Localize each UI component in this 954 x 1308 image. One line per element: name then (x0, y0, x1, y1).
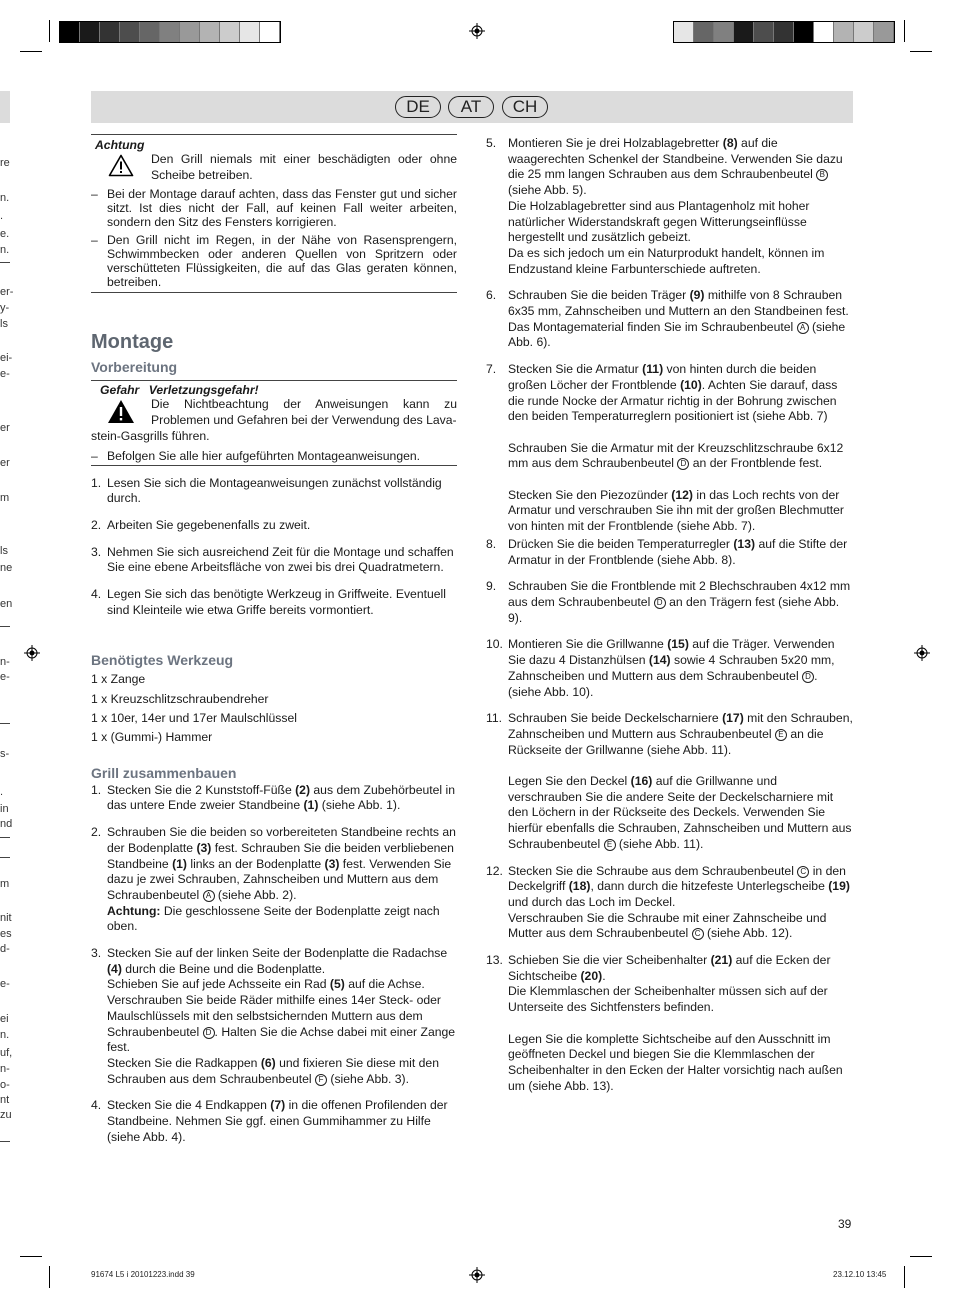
assembly-steps-right (486, 136, 854, 1094)
edge-fragment: en (0, 598, 13, 610)
edge-fragment: m (0, 878, 10, 890)
gefahr-label: Gefahr (100, 383, 140, 398)
edge-fragment: er (0, 457, 10, 469)
color-swatch (874, 22, 894, 42)
edge-fragment: e- (0, 368, 10, 380)
list-item: 7. Stecken Sie die Armatur (11) von hinten durch die beiden großen Löcher der Frontblende (10). Achten Sie darauf, dass die runde Nocke der Armatur richtig in der Bohrung zwischen den beiden Temperaturreglern positioniert ist (siehe Abb. 7) Schrauben Sie die Armatur mit der Kreuzschlitzschraube 6x12 mm aus dem Schraubenbeutel D an der Frontblende fest. Stecken Sie den Piezozünder (12) in das Loch rechts von der Armatur und verschrauben Sie ihn mit der großen Blechmutter von hinten mit der Frontblende (siehe Abb. 7). (486, 362, 844, 534)
color-swatch (180, 22, 200, 42)
edge-fragment: n- (0, 656, 10, 668)
color-swatch (140, 22, 160, 42)
color-calibration-strip-right (673, 21, 895, 43)
color-swatch (674, 22, 694, 42)
edge-fragment: nd (0, 818, 13, 830)
subsection-zusammenbauen: Grill zusammenbauen (91, 764, 237, 781)
color-swatch (220, 22, 240, 42)
subsection-vorbereitung: Vorbereitung (91, 359, 178, 376)
edge-fragment: ei (0, 1013, 9, 1025)
color-swatch (834, 22, 854, 42)
right-column (486, 136, 854, 1094)
assembly-steps-left (91, 783, 457, 1146)
gefahr-box (91, 397, 457, 428)
edge-fragment: nit (0, 912, 12, 924)
crop-mark (20, 51, 42, 52)
achtung-box (91, 152, 457, 183)
divider (91, 292, 457, 293)
crop-mark (904, 20, 905, 42)
list-item: 8. Drücken Sie die beiden Temperaturregler (13) auf die Stifte der Armatur in der Frontblende (siehe Abb. 8). (486, 536, 848, 567)
divider (91, 134, 457, 135)
crop-mark (910, 1256, 932, 1257)
color-swatch (714, 22, 734, 42)
crop-mark (904, 1266, 905, 1288)
edge-divider (0, 1141, 10, 1142)
color-swatch (160, 22, 180, 42)
list-item: 1 x Kreuzschlitzschraubendreher (91, 691, 269, 706)
vorbereitung-steps (91, 476, 457, 619)
gefahr-text-cont: stein-Gasgrills führen. (91, 428, 210, 443)
list-item: 1 x 10er, 14er und 17er Maulschlüssel (91, 710, 297, 725)
edge-fragment: nt (0, 1094, 10, 1106)
edge-fragment: . (0, 210, 4, 222)
color-swatch (260, 22, 280, 42)
list-item: 1 x (Gummi-) Hammer (91, 730, 213, 745)
edge-fragment: ei- (0, 352, 13, 364)
list-item: 1 x Zange (91, 672, 146, 687)
achtung-text: Den Grill niemals mit einer beschädigten oder ohne Scheibe betreiben. (151, 152, 457, 182)
list-item: 6. Schrauben Sie die beiden Träger (9) mithilfe von 8 Schrauben 6x35 mm, Zahnscheiben und Muttern an den Standbeinen fest. Das Montagematerial finden Sie im Schraubenbeutel A (siehe Abb. 6). (486, 288, 849, 350)
divider (91, 465, 457, 466)
list-item: 13. Schieben Sie die vier Scheibenhalter (21) auf die Ecken der Sichtscheibe (20). Die Klemmlaschen der Scheibenhalter müssen sich auf der Unterseite des Sichtfensters befinden. Legen Sie die komplette Sichtscheibe auf den Ausschnitt im geöffneten Deckel und biegen Sie die Klemmlaschen der Scheibenhalter in den Ecken der Halter vorsichtig nach außen um (siehe Abb. 13). (486, 953, 843, 1093)
list-item: 9. Schrauben Sie die Frontblende mit 2 Blechschrauben 4x12 mm aus dem Schraubenbeutel D an den Trägern fest (siehe Abb. 9). (486, 579, 851, 625)
edge-fragment: s- (0, 748, 10, 760)
color-swatch (240, 22, 260, 42)
achtung-bullet: – Bei der Montage darauf achten, dass das Fenster gut und sicher sitzt. Ist dies nicht der Fall, auf keinen Fall weiter arbeiten, sondern den Sitz des Fensters korrigieren. (91, 187, 457, 230)
color-calibration-strip-left (59, 21, 281, 43)
edge-divider (0, 723, 10, 724)
crop-mark (49, 20, 50, 42)
color-swatch (814, 22, 834, 42)
edge-fragment: e- (0, 671, 10, 683)
color-swatch (200, 22, 220, 42)
section-title: Montage (91, 331, 174, 354)
edge-fragment: zu (0, 1109, 12, 1121)
color-swatch (734, 22, 754, 42)
edge-fragment: es (0, 928, 12, 940)
edge-fragment: n. (0, 244, 10, 256)
edge-fragment: er (0, 422, 10, 434)
page-number: 39 (838, 1217, 852, 1231)
caution-triangle-icon (91, 152, 151, 183)
list-item: 1. Lesen Sie sich die Montageanweisungen zunächst vollständig durch. (91, 475, 442, 506)
edge-fragment: e. (0, 228, 10, 240)
edge-fragment: e- (0, 978, 10, 990)
edge-divider (0, 626, 10, 627)
edge-fragment: n. (0, 192, 10, 204)
lang-tab-ch: CH (502, 96, 548, 118)
edge-fragment: y- (0, 302, 10, 314)
edge-fragment: o- (0, 1079, 10, 1091)
list-item: 12. Stecken Sie die Schraube aus dem Schraubenbeutel C in den Deckelgriff (18), dann durch die hitzefeste Unterlegscheibe (19) und durch das Loch im Deckel. Verschrauben Sie die Schraube mit einer Zahnscheibe und Mutter aus dem Schraubenbeutel C (siehe Abb. 12). (486, 863, 850, 941)
crop-mark (49, 1266, 50, 1288)
edge-divider (0, 857, 10, 858)
color-swatch (794, 22, 814, 42)
list-item: 2. Arbeiten Sie gegebenenfalls zu zweit. (91, 517, 311, 532)
left-column (91, 134, 457, 1146)
color-swatch (774, 22, 794, 42)
edge-fragment: in (0, 803, 9, 815)
list-item: 4. Stecken Sie die 4 Endkappen (7) in die offenen Profilenden der Standbeine. Nehmen Sie ggf. einen Gummihammer zu Hilfe (siehe Abb. 4). (91, 1098, 448, 1144)
lang-tab-de: DE (395, 96, 441, 118)
color-swatch (100, 22, 120, 42)
divider (91, 380, 457, 381)
crop-mark (20, 1256, 42, 1257)
edge-fragment: er- (0, 286, 14, 298)
previous-page-band-edge (0, 91, 10, 123)
list-item: 4. Legen Sie sich das benötigte Werkzeug in Griffweite. Eventuell sind Kleinteile wie etwa Griffe bereits vormontiert. (91, 587, 446, 617)
color-swatch (754, 22, 774, 42)
edge-fragment: ne (0, 562, 13, 574)
danger-triangle-icon (91, 397, 151, 428)
edge-fragment: d- (0, 943, 10, 955)
list-item: 2. Schrauben Sie die beiden so vorbereiteten Standbeine rechts an der Bodenplatte (3) fest. Schrauben Sie die beiden verbliebenen Standbeine (1) links an der Bodenplatte (3) fest. Verwenden Sie dazu je zwei Schrauben, Zahnscheiben und Muttern aus dem Schraubenbeutel A (siehe Abb. 2). Achtung: Die geschlossene Seite der Bodenplatte zeigt nach oben. (91, 825, 456, 934)
registration-mark-icon (469, 23, 485, 39)
edge-fragment: n. (0, 1029, 10, 1041)
edge-fragment: m (0, 492, 10, 504)
color-swatch (60, 22, 80, 42)
list-item: 1. Stecken Sie die 2 Kunststoff-Füße (2) aus dem Zubehörbeutel in das untere Ende zweier Standbeine (1) (siehe Abb. 1). (91, 782, 456, 813)
lang-tab-at: AT (448, 96, 494, 118)
edge-fragment: ls (0, 545, 8, 557)
achtung-label: Achtung (95, 138, 145, 152)
color-swatch (120, 22, 140, 42)
list-item: 10. Montieren Sie die Grillwanne (15) auf die Träger. Verwenden Sie dazu 4 Distanzhülsen (14) sowie 4 Schrauben 5x20 mm, Zahnscheiben und Muttern aus dem Schraubenbeutel D . (siehe Abb. 10). (486, 637, 835, 699)
edge-fragment: n- (0, 1063, 10, 1075)
gefahr-text: Die Nichtbeachtung der Anweisungen kann zu Problemen und Gefahren bei der Verwendung des Lava- (151, 397, 457, 428)
edge-fragment: re (0, 157, 10, 169)
gefahr-bullet: – Befolgen Sie alle hier aufgeführten Montageanweisungen. (91, 448, 421, 463)
color-swatch (854, 22, 874, 42)
color-swatch (80, 22, 100, 42)
registration-mark-icon (469, 1267, 485, 1283)
color-swatch (694, 22, 714, 42)
list-item: 3. Stecken Sie auf der linken Seite der Bodenplatte die Radachse (4) durch die Beine und die Bodenplatte. Schieben Sie auf jede Achsseite ein Rad (5) auf die Achse. Verschrauben Sie beide Räder mithilfe eines 14er Steck- oder Maulschlüssels mit den selbstsichernden Muttern aus dem Schraubenbeutel D . Halten Sie die Achse dabei mit einer Zange fest. Stecken Sie die Radkappen (6) und fixieren Sie diese mit den Schrauben aus dem Schraubenbeutel F (siehe Abb. 3). (91, 946, 456, 1086)
list-item: 5. Montieren Sie je drei Holzablagebretter (8) auf die waagerechten Schenkel der Standbeine. Verwenden Sie dazu die 25 mm langen Schrauben aus dem Schraubenbeutel B (siehe Abb. 5). Die Holzablagebretter sind aus Plantagenholz mit hoher natürlicher Widerstandskraft gegen Witterungseinflüsse hergestellt und zusätzlich gebeizt. Da es sich jedoch um ein Naturprodukt handelt, können im Endzustand kleine Farbunterschiede auftreten. (486, 136, 843, 276)
registration-mark-icon (24, 645, 40, 661)
edge-divider (0, 837, 10, 838)
footer-timestamp: 23.12.10 13:45 (833, 1270, 887, 1279)
crop-mark (910, 51, 932, 52)
edge-fragment: ls (0, 318, 8, 330)
edge-fragment: uf, (0, 1047, 13, 1059)
list-item: 11. Schrauben Sie beide Deckelscharniere (17) mit den Schrauben, Zahnscheiben und Muttern aus Schraubenbeutel E an die Rückseite der Grillwanne (siehe Abb. 11). Legen Sie den Deckel (16) auf die Grillwanne und verschrauben Sie die andere Seite der Deckelscharniere mit den Löchern in der Rückseite des Deckels. Verwenden Sie hierfür ebenfalls die Schrauben, Zahnscheiben und Muttern aus Schraubenbeutel E (siehe Abb. 11). (486, 711, 853, 851)
registration-mark-icon (914, 645, 930, 661)
edge-fragment: . (0, 786, 4, 798)
subsection-werkzeug: Benötigtes Werkzeug (91, 652, 234, 669)
edge-divider (0, 262, 10, 263)
gefahr-title: Verletzungsgefahr! (148, 383, 259, 398)
list-item: 3. Nehmen Sie sich ausreichend Zeit für die Montage und schaffen Sie eine ebene Arbeitsfläche von zwei bis drei Quadratmetern. (91, 544, 454, 575)
gefahr-header (100, 383, 457, 397)
achtung-bullet: – Den Grill nicht im Regen, in der Nähe von Rasensprengern, Schwimmbecken oder anderen Quellen von Spritzern oder verschütteten Flüssigkeiten, die auf das Glas geraten können, betreiben. (91, 233, 457, 290)
footer-file-info: 91674 L5 i 20101223.indd 39 (91, 1270, 195, 1279)
